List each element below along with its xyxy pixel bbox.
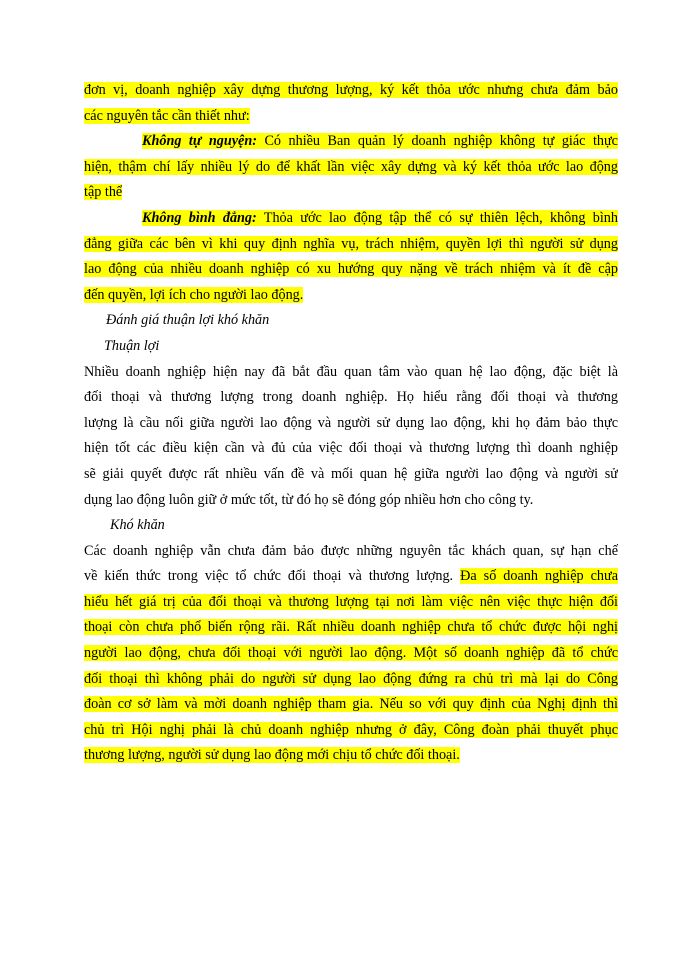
text-line xyxy=(84,564,618,590)
text-line xyxy=(84,155,618,181)
text-line: sẽ giải quyết được rất nhiều vấn đề và mối quan hệ giữa người lao động và người sử xyxy=(84,465,618,482)
highlighted-text: hiện, thậm chí lấy nhiều lý do để khất lần việc xây dựng và ký kết thỏa ước lao động xyxy=(84,158,618,175)
text-line xyxy=(84,257,618,283)
highlighted-text: người lao động, chưa đối thoại với người lao động. Một số doanh nghiệp đã tổ chức xyxy=(84,645,618,662)
text-line xyxy=(84,206,618,232)
document-page xyxy=(84,78,618,769)
text-line xyxy=(84,590,618,616)
highlighted-text: các nguyên tắc cần thiết như: xyxy=(84,107,250,124)
paragraph-not-voluntary xyxy=(84,129,618,206)
text-line xyxy=(84,104,618,130)
text-line xyxy=(84,283,618,309)
subsection-heading: Khó khăn xyxy=(110,517,165,534)
subsection-heading: Thuận lợi xyxy=(104,337,160,354)
highlighted-text: đến quyền, lợi ích cho người lao động. xyxy=(84,286,304,303)
text-line: Các doanh nghiệp vẫn chưa đảm bảo được những nguyên tắc khách quan, sự hạn chế xyxy=(84,542,618,559)
paragraph-principles-intro xyxy=(84,78,618,129)
text-line xyxy=(84,180,618,206)
paragraph-advantages xyxy=(84,360,618,514)
highlighted-text: thương lượng, người sử dụng lao động mới chịu tổ chức đối thoại. xyxy=(84,747,460,764)
text-line: đối thoại và thương lượng trong doanh nghiệp. Họ hiểu rằng đối thoại và thương xyxy=(84,389,618,406)
highlighted-text: thoại còn chưa phổ biến rộng rãi. Rất nhiều doanh nghiệp chưa tổ chức được hội nghị xyxy=(84,619,618,636)
highlighted-text: hiểu hết giá trị của đối thoại và thương lượng tại nơi làm việc nên việc thực hiện đối xyxy=(84,593,618,610)
text-line xyxy=(84,232,618,258)
text-run: về kiến thức trong việc tổ chức đối thoại và thương lượng. xyxy=(84,568,461,585)
text-line xyxy=(84,129,618,155)
text-run: Có nhiều Ban quản lý doanh nghiệp không tự giác thực xyxy=(256,133,618,150)
text-line: Nhiều doanh nghiệp hiện nay đã bắt đầu quan tâm vào quan hệ lao động, đặc biệt là xyxy=(84,363,618,380)
highlighted-text: Đa số doanh nghiệp chưa xyxy=(460,568,618,585)
section-heading: Đánh giá thuận lợi khó khăn xyxy=(106,312,270,329)
text-line xyxy=(84,743,618,769)
highlighted-text: tập thể xyxy=(84,184,123,201)
highlighted-text: đơn vị, doanh nghiệp xây dựng thương lượng, ký kết thỏa ước nhưng chưa đảm bảo xyxy=(84,82,618,98)
text-line xyxy=(84,692,618,718)
paragraph-difficulties xyxy=(84,539,618,769)
text-line xyxy=(84,641,618,667)
highlighted-text: đoàn cơ sở làm và mời doanh nghiệp tham gia. Nếu so với quy định của Nghị định thì xyxy=(84,696,618,713)
term-label: Không bình đẳng: xyxy=(142,209,257,226)
highlighted-text: đẳng giữa các bên vì khi quy định nghĩa vụ, trách nhiệm, quyền lợi thì người sử dụng xyxy=(84,235,618,252)
text-line xyxy=(84,718,618,744)
highlighted-text: đối thoại thì không phải do người sử dụng lao động đứng ra chủ trì mà lại do Công xyxy=(84,670,618,687)
text-line xyxy=(84,667,618,693)
highlighted-text xyxy=(142,210,618,226)
text-line xyxy=(84,78,618,104)
highlighted-text: chủ trì Hội nghị phải là chủ doanh nghiệp nhưng ở đây, Công đoàn phải thuyết phục xyxy=(84,721,618,738)
text-run: Thỏa ước lao động tập thể có sự thiên lệch, không bình xyxy=(256,209,618,226)
text-line: hiện tốt các điều kiện cần và đủ của việc đối thoại và thương lượng thì doanh nghiệp xyxy=(84,440,618,457)
paragraph-not-equal xyxy=(84,206,618,308)
highlighted-text: lao động của nhiều doanh nghiệp có xu hướng quy nặng về trách nhiệm và ít đề cập xyxy=(84,261,618,278)
term-label: Không tự nguyện: xyxy=(142,133,257,150)
text-line xyxy=(84,615,618,641)
highlighted-text xyxy=(142,133,618,149)
text-line: lượng là cầu nối giữa người lao động và người sử dụng lao động, khi họ đảm bảo thực xyxy=(84,414,618,431)
text-line: dụng lao động luôn giữ ở mức tốt, từ đó họ sẽ đóng góp nhiều hơn cho công ty. xyxy=(84,491,534,508)
